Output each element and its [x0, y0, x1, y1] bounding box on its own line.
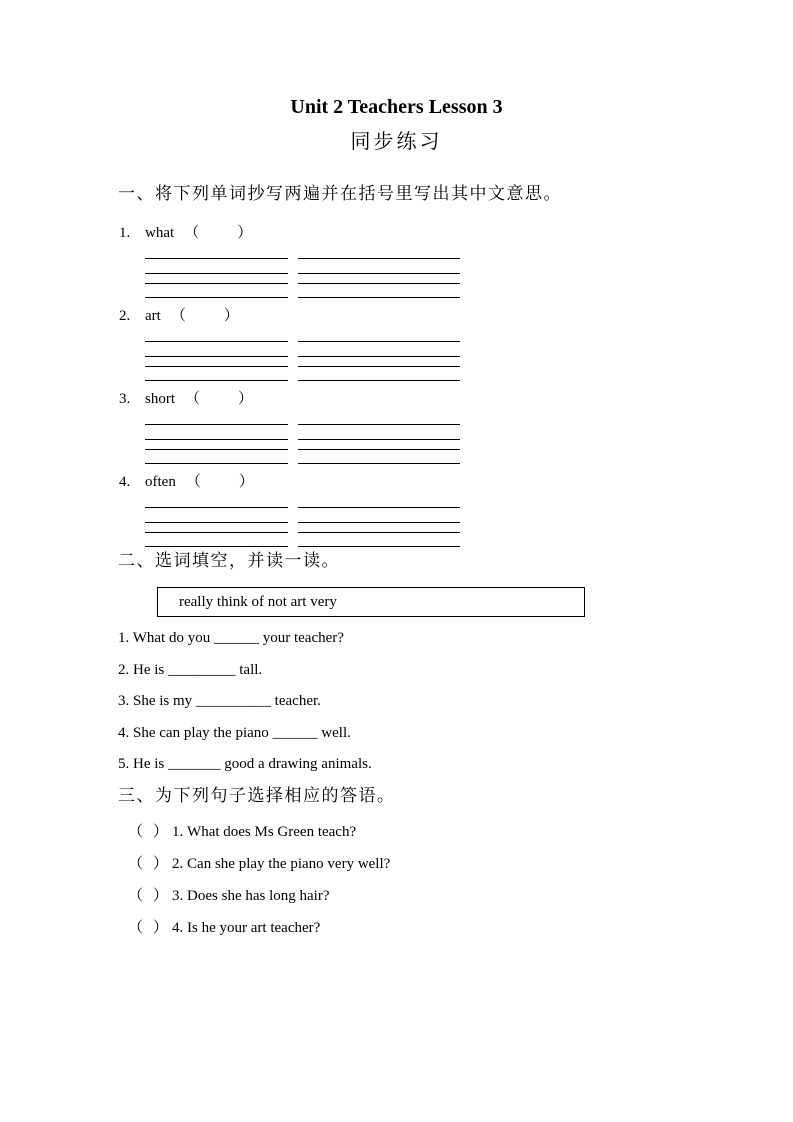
paren-close: ）: [237, 225, 253, 241]
writing-line: [145, 356, 288, 357]
word-label: [119, 308, 793, 324]
answer-parentheses: [128, 824, 168, 840]
writing-line: [145, 522, 288, 523]
meaning-parentheses: [184, 225, 252, 241]
meaning-parentheses: [186, 474, 254, 490]
writing-grid: [145, 424, 793, 464]
writing-line: [298, 356, 460, 357]
writing-line: [145, 297, 288, 298]
writing-line: [298, 439, 460, 440]
word-label: [119, 474, 793, 490]
question-text: 1. What does Ms Green teach?: [172, 824, 357, 840]
writing-grid-right: [298, 424, 460, 464]
paren-open: （: [128, 824, 144, 840]
writing-line: [145, 424, 288, 425]
writing-line: [145, 258, 288, 259]
fill-blank-sentence-5: 5. He is _______ good a drawing animals.: [118, 756, 372, 772]
writing-grid: [145, 507, 793, 547]
writing-line: [298, 341, 460, 342]
fill-blank-sentence-3: 3. She is my __________ teacher.: [118, 693, 321, 709]
question-text: 3. Does she has long hair?: [172, 888, 330, 904]
writing-grid-left: [145, 424, 288, 464]
writing-line: [298, 258, 460, 259]
meaning-parentheses: [171, 308, 239, 324]
paren-close: ）: [153, 920, 169, 936]
writing-line: [145, 546, 288, 547]
writing-grid-left: [145, 341, 288, 381]
paren-open: （: [185, 391, 201, 407]
item-number: 2.: [119, 308, 131, 324]
writing-line: [298, 449, 460, 450]
writing-line: [145, 463, 288, 464]
question-text: 2. Can she play the piano very well?: [172, 856, 391, 872]
paren-open: （: [128, 920, 144, 936]
writing-grid-right: [298, 258, 460, 298]
writing-line: [145, 366, 288, 367]
word-label: [119, 225, 793, 241]
answer-parentheses: [128, 888, 168, 904]
paren-close: ）: [153, 856, 169, 872]
word-copy-item-1: [119, 225, 793, 298]
fill-blank-sentence-4: 4. She can play the piano ______ well.: [118, 724, 351, 741]
writing-grid-right: [298, 507, 460, 547]
word-text: often: [145, 474, 176, 490]
meaning-parentheses: [185, 391, 253, 407]
item-number: 3.: [119, 391, 131, 407]
writing-line: [145, 273, 288, 274]
word-text: what: [145, 225, 175, 241]
answer-parentheses: [128, 856, 168, 872]
paren-open: （: [128, 856, 144, 872]
writing-grid-left: [145, 258, 288, 298]
word-bank-text: really think of not art very: [179, 593, 337, 610]
writing-line: [298, 424, 460, 425]
writing-grid: [145, 258, 793, 298]
word-copy-item-4: [119, 474, 793, 547]
word-copy-item-2: [119, 308, 793, 381]
writing-line: [298, 283, 460, 284]
worksheet-subtitle: 同步练习: [350, 131, 443, 153]
writing-line: [145, 532, 288, 533]
writing-grid-left: [145, 507, 288, 547]
match-question-4: [128, 920, 793, 936]
writing-line: [298, 273, 460, 274]
item-number: 1.: [119, 225, 131, 241]
paren-open: （: [128, 888, 144, 904]
worksheet-title: Unit 2 Teachers Lesson 3: [290, 96, 503, 118]
writing-line: [298, 522, 460, 523]
writing-grid: [145, 341, 793, 381]
writing-line: [298, 380, 460, 381]
fill-blank-sentence-2: 2. He is _________ tall.: [118, 661, 263, 678]
match-question-2: [128, 856, 793, 872]
paren-close: ）: [153, 824, 169, 840]
writing-grid-right: [298, 341, 460, 381]
writing-line: [145, 507, 288, 508]
writing-line: [145, 380, 288, 381]
match-question-1: [128, 824, 793, 840]
writing-line: [298, 366, 460, 367]
question-text: 4. Is he your art teacher?: [172, 920, 321, 936]
writing-line: [298, 546, 460, 547]
section-two-heading: 二、选词填空，并读一读。: [118, 551, 340, 570]
writing-line: [298, 507, 460, 508]
answer-parentheses: [128, 920, 168, 936]
paren-close: ）: [223, 308, 239, 324]
fill-blank-sentence-1: 1. What do you ______ your teacher?: [118, 630, 344, 646]
writing-line: [298, 463, 460, 464]
item-number: 4.: [119, 474, 131, 490]
word-label: [119, 391, 793, 407]
section-three-heading: 三、为下列句子选择相应的答语。: [118, 786, 396, 805]
paren-open: （: [170, 308, 186, 324]
paren-open: （: [184, 225, 200, 241]
paren-close: ）: [238, 474, 254, 490]
writing-line: [298, 297, 460, 298]
word-copy-item-3: [119, 391, 793, 464]
section-one-heading: 一、将下列单词抄写两遍并在括号里写出其中文意思。: [118, 184, 562, 203]
writing-line: [145, 283, 288, 284]
paren-close: ）: [238, 391, 254, 407]
paren-close: ）: [153, 888, 169, 904]
match-question-3: [128, 888, 793, 904]
writing-line: [145, 449, 288, 450]
word-text: art: [145, 308, 161, 324]
writing-line: [145, 341, 288, 342]
word-bank-box: [157, 587, 585, 617]
word-text: short: [145, 391, 175, 407]
writing-line: [298, 532, 460, 533]
paren-open: （: [185, 474, 201, 490]
writing-line: [145, 439, 288, 440]
